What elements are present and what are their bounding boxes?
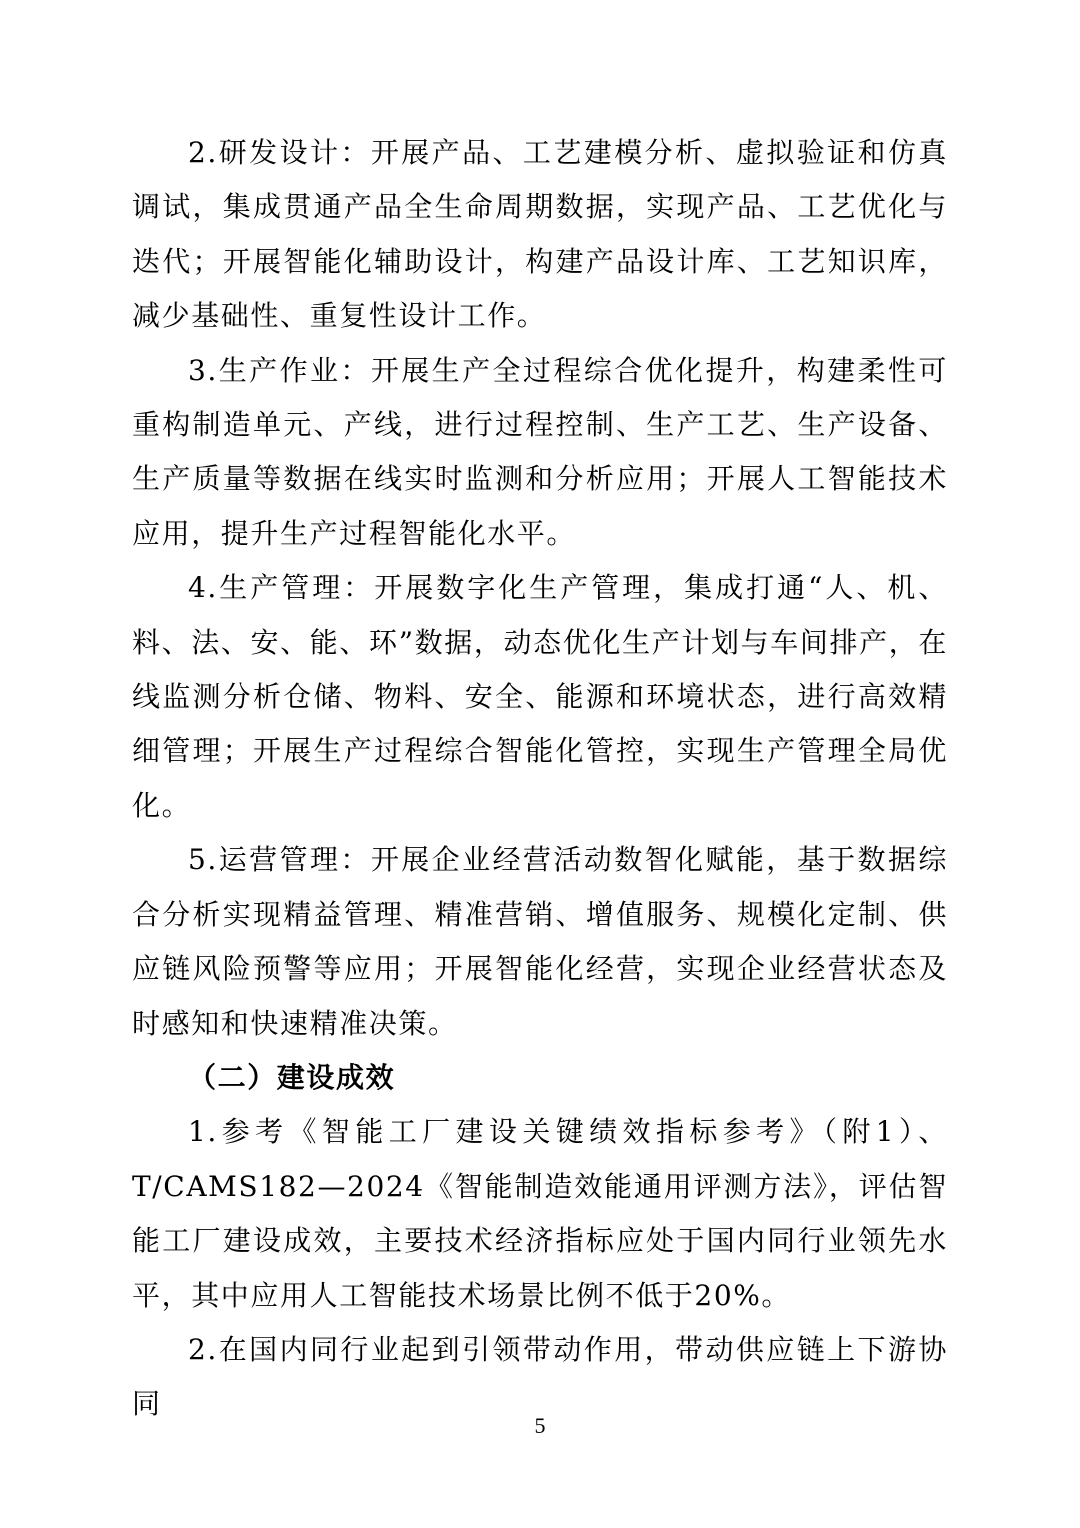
paragraph-kpi-reference: 1.参考《智能工厂建设关键绩效指标参考》（附1）、T/CAMS182—2024《智能制造效能通用评测方法》，评估智能工厂建设成效，主要技术经济指标应处于国内同行业领先水平，其中应用人工智能技术场景比例不低于20%。 [132,1115,948,1312]
paragraph-operations-management: 5.运营管理：开展企业经营活动数智化赋能，基于数据综合分析实现精益管理、精准营销、增值服务、规模化定制、供应链风险预警等应用；开展智能化经营，实现企业经营状态及时感知和快速精准决策。 [132,843,948,1040]
page-number: 5 [534,1413,546,1438]
paragraph-industry-leadership: 2.在国内同行业起到引领带动作用，带动供应链上下游协同 [132,1332,948,1421]
paragraph-production-management: 4.生产管理：开展数字化生产管理，集成打通“人、机、料、法、安、能、环”数据，动态优化生产计划与车间排产，在线监测分析仓储、物料、安全、能源和环境状态，进行高效精细管理；开展生产过程综合智能化管控，实现生产管理全局优化。 [132,571,948,822]
document-body [132,126,948,1432]
paragraph-rd-design: 2.研发设计：开展产品、工艺建模分析、虚拟验证和仿真调试，集成贯通产品全生命周期数据，实现产品、工艺优化与迭代；开展智能化辅助设计，构建产品设计库、工艺知识库，减少基础性、重复性设计工作。 [132,136,948,333]
paragraph-production-operations: 3.生产作业：开展生产全过程综合优化提升，构建柔性可重构制造单元、产线，进行过程控制、生产工艺、生产设备、生产质量等数据在线实时监测和分析应用；开展人工智能技术应用，提升生产过程智能化水平。 [132,353,948,550]
section-heading-construction-results: （二）建设成效 [188,1060,396,1094]
